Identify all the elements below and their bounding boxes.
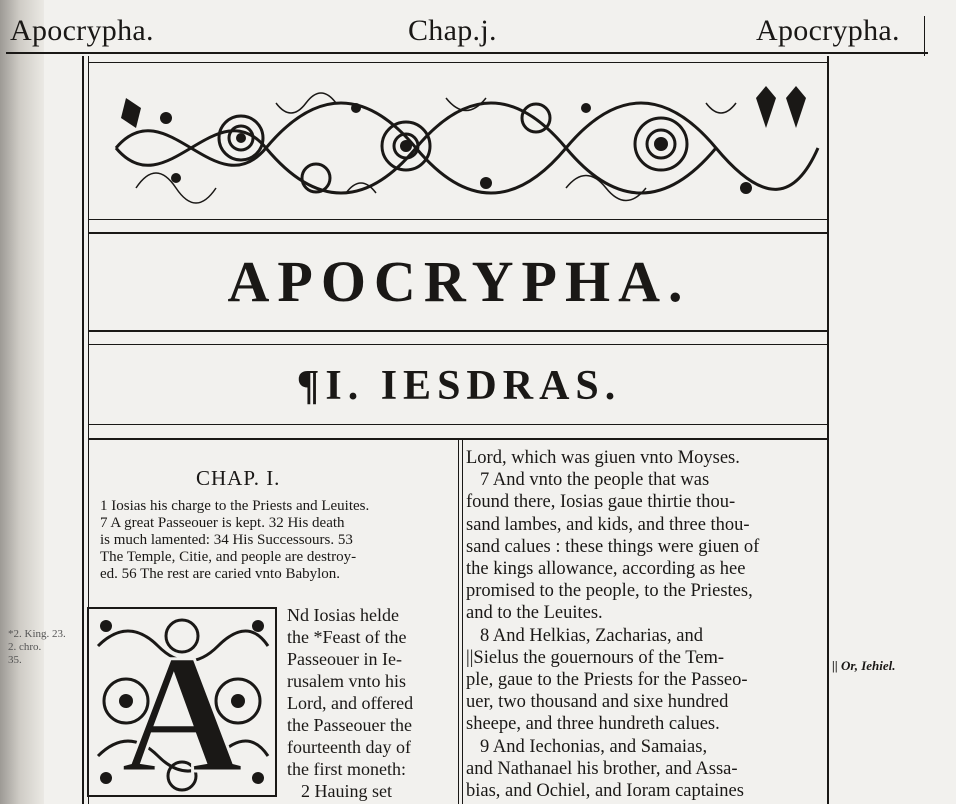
running-head-left: Apocrypha. [10,14,154,47]
text-line: the kings allowance, according as hee [466,559,746,580]
text-line: uer, two thousand and sixe hundred [466,692,729,713]
summary-line: 1 Iosias his charge to the Priests and Leuites. [100,498,370,514]
subtitle-top-rule [88,344,828,345]
frame-right-outer-rule [924,16,925,56]
running-head-right: Apocrypha. [756,14,900,47]
text-line: 9 And Iechonias, and Samaias, [480,736,708,757]
text-line: ple, gaue to the Priests for the Passeo- [466,670,748,691]
column-divider-inner [462,440,463,804]
text-line: 7 And vnto the people that was [480,470,710,491]
summary-line: is much lamented: 34 His Successours. 53 [100,532,353,548]
text-line: and Nathanael his brother, and Assa- [466,758,738,779]
summary-line: 7 A great Passeouer is kept. 32 His death [100,515,345,531]
previous-leaf-edge [0,0,44,804]
subtitle-bottom-rule [88,424,828,425]
text-line: Passeouer in Ie- [287,649,402,669]
page-title: APOCRYPHA. [227,249,691,314]
text-line: rusalem vnto his [287,671,406,691]
summary-line: ed. 56 The rest are caried vnto Babylon. [100,566,341,582]
text-line: the *Feast of the [287,627,407,647]
text-line: and to the Leuites. [466,603,603,624]
text-line: found there, Iosias gaue thirtie thou- [466,492,736,513]
floral-headpiece-ornament [106,78,826,214]
margin-note-line: 35. [8,654,22,666]
text-line: sand calues : these things were giuen of [466,536,760,557]
text-line: ||Sielus the gouernours of the Tem- [466,647,725,668]
text-line: bias, and Ochiel, and Ioram captaines [466,781,744,802]
book-title: ¶I. IESDRAS. [296,363,622,409]
text-line: the first moneth: [287,759,406,779]
chapter-heading: CHAP. I. [196,466,281,490]
text-line: Lord, which was giuen vnto Moyses. [466,448,740,468]
head-rule [6,52,928,54]
column-divider [458,440,459,804]
frame-left-rule [82,56,84,804]
text-line: Nd Iosias helde [287,605,399,625]
text-line: 8 And Helkias, Zacharias, and [480,625,703,646]
left-column-text [287,604,445,802]
title-bottom-rule [88,330,828,332]
summary-line: The Temple, Citie, and people are destroy- [100,549,357,565]
text-line: 2 Hauing set [301,781,392,801]
margin-note-line: *2. King. 23. [8,628,66,640]
margin-note-cross-reference [8,628,66,667]
ornament-bottom-rule [88,219,828,220]
text-line: fourteenth day of [287,737,411,757]
margin-note-variant-reading: || Or, Iehiel. [832,658,896,673]
text-line: sand lambes, and kids, and three thou- [466,514,750,535]
title-top-rule [88,232,828,234]
margin-note-line: 2. chro. [8,641,42,653]
right-column-text [466,447,828,802]
text-line: sheepe, and three hundreth calues. [466,714,720,735]
text-line: the Passeouer the [287,715,412,735]
frame-top-rule [88,62,828,63]
chapter-summary [100,498,446,583]
dropcap-letter: A [120,620,244,798]
text-line: promised to the people, to the Priestes, [466,581,753,602]
decorated-initial-A [86,606,278,798]
text-line: Lord, and offered [287,693,414,713]
running-head-center: Chap.j. [408,14,497,47]
